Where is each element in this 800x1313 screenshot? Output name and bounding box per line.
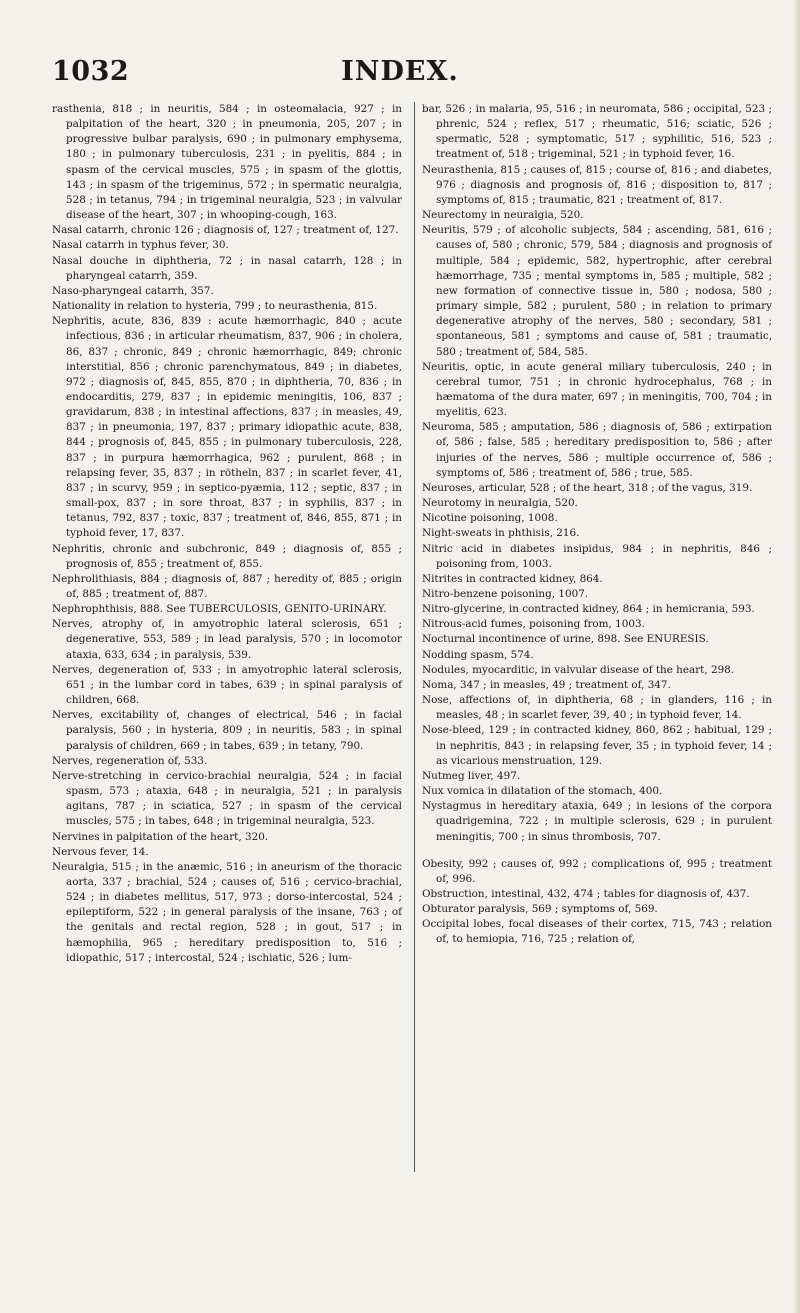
index-entry: Naso-pharyngeal catarrh, 357. bbox=[52, 284, 214, 297]
index-entry: Nephritis, acute, 836, 839 : acute hæmorrhagic, 840 ; acute infectious, 836 ; in articular rheumatism, 837, 906 ; in cholera, 86, 837 ; chronic, 849 ; chronic hæmorrhagic, 849; chronic interstitial, 856 ; chronic parenchymatous, 849 ; in diabetes, 972 ; diagnosis of, 845, 855, 870 ; in diphtheria, 70, 836 ; in endocarditis, 279, 837 ; in epidemic meningitis, 106, 837 ; gravidarum, 838 ; in intestinal affections, 837 ; in measles, 49, 837 ; in pneumonia, 197, 837 ; primary idiopathic acute, 838, 844 ; prognosis of, 845, 855 ; in pulmonary tuberculosis, 228, 837 ; in purpura hæmorrhagica, 962 ; purulent, 868 ; in relapsing fever, 35, 837 ; in rötheln, 837 ; in scarlet fever, 41, 837 ; in scurvy, 959 ; in septico-pyæmia, 112 ; septic, 837 ; in small-pox, 837 ; in sore throat, 837 ; in syphilis, 837 ; in tetanus, 792, 837 ; toxic, 837 ; treatment of, 846, 855, 871 ; in typhoid fever, 17, 837. bbox=[52, 315, 402, 540]
index-entry: Nerve-stretching in cervico-brachial neuralgia, 524 ; in facial spasm, 573 ; ataxia, 648 ; in neuralgia, 521 ; in paralysis agitans, 787 ; in sciatica, 527 ; in spasm of the cervical muscles, 575 ; in tabes, 648 ; in trigeminal neuralgia, 523. bbox=[52, 769, 402, 828]
index-entry: Nephrolithiasis, 884 ; diagnosis of, 887 ; heredity of, 885 ; origin of, 885 ; treatment of, 887. bbox=[52, 572, 402, 600]
index-entry: Nux vomica in dilatation of the stomach, 400. bbox=[422, 785, 663, 798]
index-entry: Nicotine poisoning, 1008. bbox=[422, 512, 558, 525]
index-entry: rasthenia, 818 ; in neuritis, 584 ; in osteomalacia, 927 ; in palpitation of the heart, 320 ; in pneumonia, 205, 207 ; in progressive bulbar paralysis, 690 ; in pulmonary emphysema, 180 ; in pulmonary tuberculosis, 231 ; in pyelitis, 884 ; in spasm of the cervical muscles, 575 ; in spasm of the glottis, 143 ; in spasm of the trigeminus, 572 ; in spermatic neuralgia, 528 ; in tetanus, 794 ; in trigeminal neuralgia, 523 ; in valvular disease of the heart, 307 ; in whooping-cough, 163. bbox=[52, 103, 402, 222]
index-entry: Occipital lobes, focal diseases of their cortex, 715, 743 ; relation of, to hemiopia, 716, 725 ; relation of, bbox=[422, 918, 772, 946]
index-entry: Nose-bleed, 129 ; in contracted kidney, 860, 862 ; habitual, 129 ; in nephritis, 843 ; in relapsing fever, 35 ; in typhoid fever, 14 ; as vicarious menstruation, 129. bbox=[422, 724, 772, 767]
index-entry: Neuroma, 585 ; amputation, 586 ; diagnosis of, 586 ; extirpation of, 586 ; false, 585 ; hereditary predisposition to, 586 ; after injuries of the nerves, 586 ; multiple occurrence of, 586 ; symptoms of, 586 ; treatment of, 586 ; true, 585. bbox=[422, 421, 772, 479]
index-entry: Nose, affections of, in diphtheria, 68 ; in glanders, 116 ; in measles, 48 ; in scarlet fever, 39, 40 ; in typhoid fever, 14. bbox=[422, 694, 772, 722]
index-entry: bar, 526 ; in malaria, 95, 516 ; in neuromata, 586 ; occipital, 523 ; phrenic, 524 ; reflex, 517 ; rheumatic, 516; sciatic, 526 ; spermatic, 528 ; symptomatic, 517 ; syphilitic, 516, 523 ; treatment of, 518 ; trigeminal, 521 ; in typhoid fever, 16. bbox=[422, 103, 772, 161]
index-entry: Nocturnal incontinence of urine, 898. See ENURESIS. bbox=[422, 633, 709, 646]
index-entry: Nervines in palpitation of the heart, 320. bbox=[52, 830, 269, 843]
index-entry: Nephrophthisis, 888. See TUBERCULOSIS, GENITO-URINARY. bbox=[52, 603, 387, 616]
index-entry: Nervous fever, 14. bbox=[52, 845, 149, 858]
index-entry: Nerves, atrophy of, in amyotrophic lateral sclerosis, 651 ; degenerative, 553, 589 ; in lead paralysis, 570 ; in locomotor ataxia, 633, 634 ; in paralysis, 539. bbox=[52, 618, 402, 661]
index-entry: Nerves, regeneration of, 533. bbox=[52, 754, 208, 767]
index-entry: Obesity, 992 ; causes of, 992 ; complications of, 995 ; treatment of, 996. bbox=[422, 857, 772, 885]
index-entry: Obturator paralysis, 569 ; symptoms of, 569. bbox=[422, 903, 658, 916]
index-entry: Nitric acid in diabetes insipidus, 984 ; in nephritis, 846 ; poisoning from, 1003. bbox=[422, 542, 772, 570]
page-number: 1032 bbox=[52, 56, 130, 87]
index-entry: Neuralgia, 515 ; in the anæmic, 516 ; in aneurism of the thoracic aorta, 337 ; brachial, 524 ; causes of, 516 ; cervico-brachial, 524 ; in diabetes mellitus, 517, 973 ; dorso-intercostal, 524 ; epileptiform, 522 ; in general paralysis of the insane, 763 ; of the genitals and rectal region, 528 ; in gout, 517 ; in hæmophilia, 965 ; hereditary predisposition to, 516 ; idiopathic, 517 ; intercostal, 524 ; ischiatic, 526 ; lum- bbox=[52, 860, 402, 964]
column-divider bbox=[414, 102, 415, 1172]
page-edge bbox=[792, 0, 800, 1313]
index-entry: Nerves, excitability of, changes of electrical, 546 ; in facial paralysis, 560 ; in hysteria, 809 ; in neuritis, 583 ; in spinal paralysis of children, 669 ; in tabes, 639 ; in tetany, 790. bbox=[52, 709, 402, 752]
index-entry: Nystagmus in hereditary ataxia, 649 ; in lesions of the corpora quadrigemina, 722 ; in multiple sclerosis, 629 ; in purulent meningitis, 700 ; in sinus thrombosis, 707. bbox=[422, 800, 772, 843]
index-entry: Nephritis, chronic and subchronic, 849 ; diagnosis of, 855 ; prognosis of, 855 ; treatment of, 855. bbox=[52, 542, 402, 570]
right-column bbox=[422, 102, 772, 948]
index-entry: Nutmeg liver, 497. bbox=[422, 769, 521, 782]
left-column bbox=[52, 102, 402, 966]
index-entry: Neurotomy in neuralgia, 520. bbox=[422, 497, 578, 510]
index-entry: Nerves, degeneration of, 533 ; in amyotrophic lateral sclerosis, 651 ; in the lumbar cord in tabes, 639 ; in spinal paralysis of children, 668. bbox=[52, 663, 402, 707]
index-entry: Neuritis, 579 ; of alcoholic subjects, 584 ; ascending, 581, 616 ; causes of, 580 ; chronic, 579, 584 ; diagnosis and prognosis of multiple, 584 ; epidemic, 582, hypertrophic, after cerebral hæmorrhage, 735 ; mental symptoms in, 585 ; multiple, 582 ; new formation of connective tissue in, 580 ; nodosa, 580 ; primary simple, 582 ; purulent, 580 ; in relation to primary degenerative atrophy of the nerves, 580 ; secondary, 581 ; spontaneous, 581 ; symptoms and cause of, 581 ; traumatic, 580 ; treatment of, 584, 585. bbox=[422, 224, 772, 358]
page-title: INDEX. bbox=[341, 56, 459, 87]
index-entry: Noma, 347 ; in measles, 49 ; treatment of, 347. bbox=[422, 678, 671, 691]
index-entry: Nasal catarrh, chronic 126 ; diagnosis of, 127 ; treatment of, 127. bbox=[52, 224, 399, 237]
index-entry: Nitro-benzene poisoning, 1007. bbox=[422, 588, 589, 600]
index-entry: Nasal douche in diphtheria, 72 ; in nasal catarrh, 128 ; in pharyngeal catarrh, 359. bbox=[52, 254, 402, 282]
index-entry: Nationality in relation to hysteria, 799 ; to neurasthenia, 815. bbox=[52, 300, 378, 313]
index-entry: Obstruction, intestinal, 432, 474 ; tables for diagnosis of, 437. bbox=[422, 887, 750, 900]
index-entry: Nodules, myocarditic, in valvular disease of the heart, 298. bbox=[422, 663, 735, 676]
index-entry: Nodding spasm, 574. bbox=[422, 648, 534, 661]
index-entry: Neuroses, articular, 528 ; of the heart, 318 ; of the vagus, 319. bbox=[422, 481, 753, 494]
index-entry: Nitrous-acid fumes, poisoning from, 1003. bbox=[422, 618, 645, 631]
index-entry: Neuritis, optic, in acute general miliary tuberculosis, 240 ; in cerebral tumor, 751 ; in chronic hydrocephalus, 768 ; in hæmatoma of the dura mater, 697 ; in meningitis, 700, 704 ; in myelitis, 623. bbox=[422, 360, 772, 419]
index-columns bbox=[52, 102, 772, 1302]
index-entry: Night-sweats in phthisis, 216. bbox=[422, 527, 580, 540]
index-entry: Nitrites in contracted kidney, 864. bbox=[422, 572, 603, 585]
index-entry: Nitro-glycerine, in contracted kidney, 864 ; in hemicrania, 593. bbox=[422, 603, 755, 616]
index-entry: Neurasthenia, 815 ; causes of, 815 ; course of, 816 ; and diabetes, 976 ; diagnosis and prognosis of, 816 ; disposition to, 817 ; symptoms of, 815 ; traumatic, 821 ; treatment of, 817. bbox=[422, 163, 772, 206]
page-header bbox=[0, 56, 800, 96]
index-entry: Neurectomy in neuralgia, 520. bbox=[422, 209, 584, 222]
index-entry: Nasal catarrh in typhus fever, 30. bbox=[52, 239, 229, 252]
